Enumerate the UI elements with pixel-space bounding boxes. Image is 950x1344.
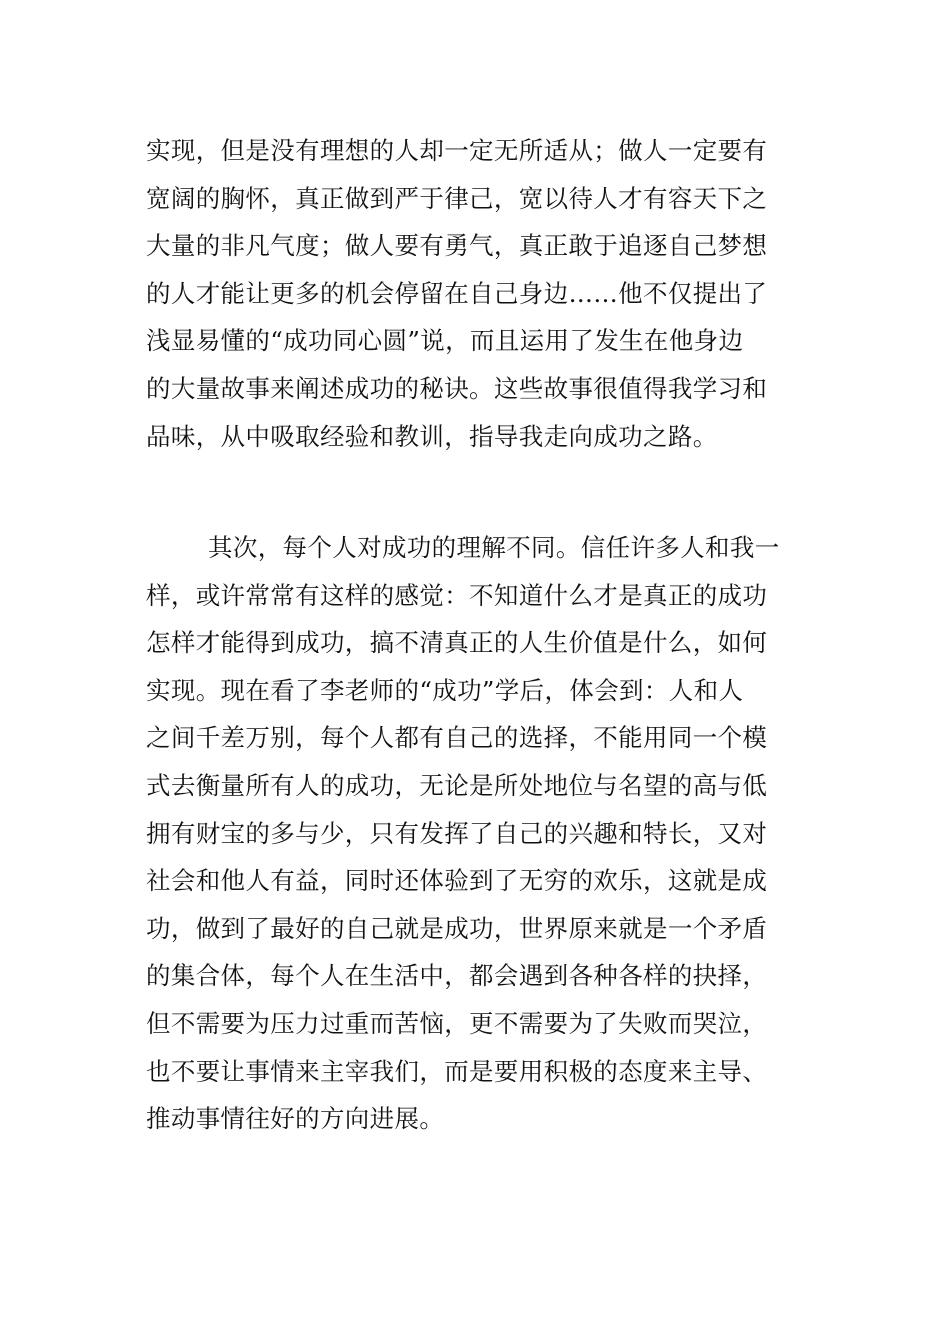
text-line: 也不要让事情来主宰我们，而是要用积极的态度来主导、 (146, 1056, 768, 1086)
text-line: 的大量故事来阐述成功的秘诀。这些故事很值得我学习和 (146, 373, 768, 403)
text-line: 社会和他人有益，同时还体验到了无穷的欢乐，这就是成 (146, 866, 768, 896)
text-line: 功，做到了最好的自己就是成功，世界原来就是一个矛盾 (146, 913, 768, 943)
text-line: 实现。现在看了李老师的“成功”学后，体会到：人和人 (146, 675, 744, 705)
text-line: 大量的非凡气度；做人要有勇气，真正敢于追逐自己梦想 (146, 231, 768, 261)
paragraph-2 (146, 524, 810, 1143)
text-line: 怎样才能得到成功，搞不清真正的人生价值是什么，如何 (146, 628, 768, 658)
paragraph-1 (146, 127, 810, 460)
text-line: 样，或许常常有这样的感觉：不知道什么才是真正的成功 (146, 580, 768, 610)
text-line: 的人才能让更多的机会停留在自己身边……他不仅提出了 (146, 278, 768, 308)
text-line: 宽阔的胸怀，真正做到严于律己，宽以待人才有容天下之 (146, 183, 768, 213)
text-line: 之间千差万别，每个人都有自己的选择，不能用同一个模 (146, 723, 768, 753)
text-line: 的集合体，每个人在生活中，都会遇到各种各样的抉择， (146, 961, 768, 991)
text-line: 推动事情往好的方向进展。 (146, 1104, 445, 1134)
text-line: 但不需要为压力过重而苦恼，更不需要为了失败而哭泣， (146, 1008, 768, 1038)
text-line: 浅显易懂的“成功同心圆”说，而且运用了发生在他身边 (146, 326, 744, 356)
text-line-indented: 其次，每个人对成功的理解不同。信任许多人和我一 (208, 533, 780, 562)
text-line: 式去衡量所有人的成功，无论是所处地位与名望的高与低 (146, 770, 768, 800)
text-line: 实现，但是没有理想的人却一定无所适从；做人一定要有 (146, 136, 768, 165)
text-line: 拥有财宝的多与少，只有发挥了自己的兴趣和特长，又对 (146, 818, 768, 848)
text-line: 品味，从中吸取经验和教训，指导我走向成功之路。 (146, 421, 718, 451)
